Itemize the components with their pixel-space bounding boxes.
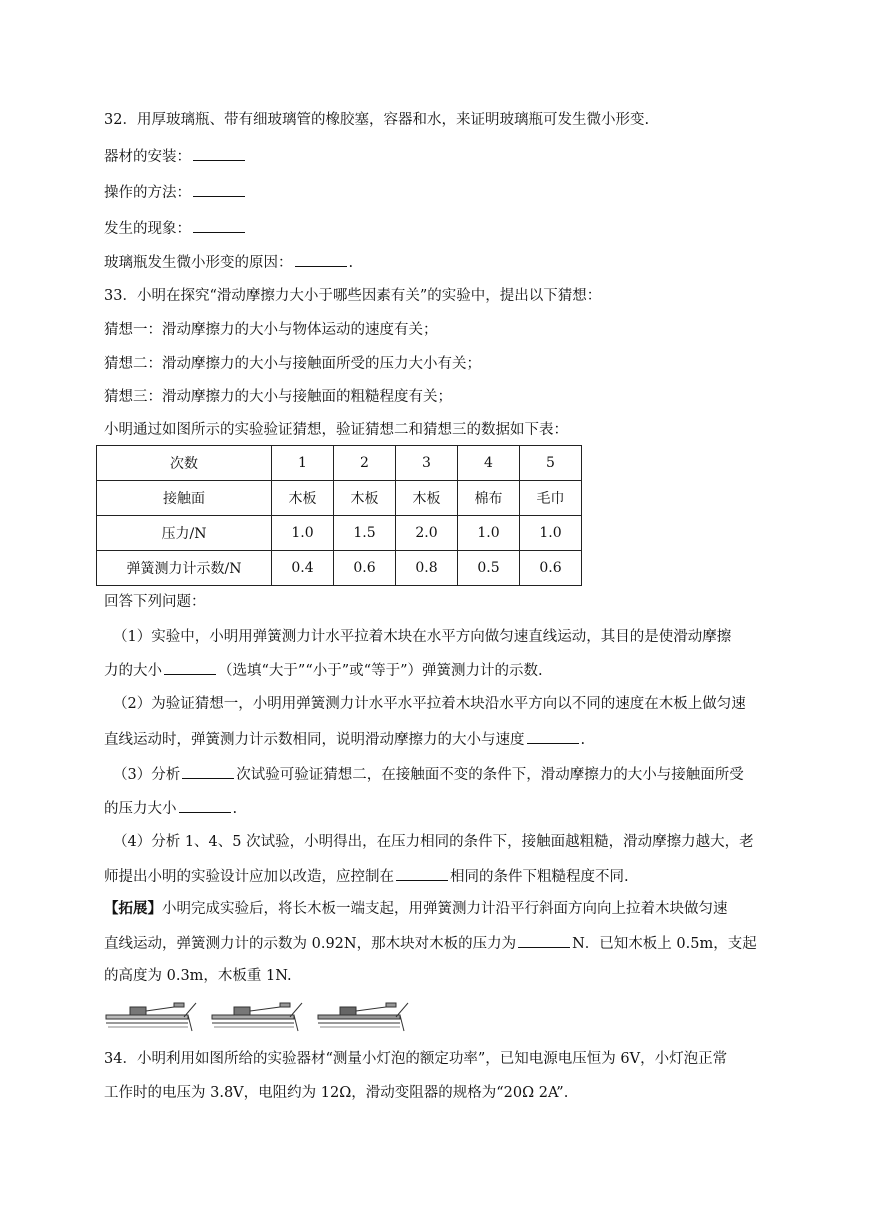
table-cell: 1	[272, 446, 334, 481]
answer-blank[interactable]	[527, 729, 579, 744]
table-cell: 5	[520, 446, 582, 481]
table-cell: 木板	[334, 481, 396, 516]
q33-table-intro: 小明通过如图所示的实验验证猜想，验证猜想二和猜想三的数据如下表：	[104, 422, 568, 438]
q33-answer-intro: 回答下列问题：	[104, 594, 206, 610]
experiment-figure-3	[318, 1003, 408, 1031]
q33-part2-line1: （2）为验证猜想一，小明用弹簧测力计水平水平拉着木块沿水平方向以不同的速度在木板上做匀速	[113, 696, 746, 712]
table-cell: 4	[458, 446, 520, 481]
table-cell: 1.0	[520, 516, 582, 551]
table-row	[97, 551, 582, 586]
table-cell: 1.0	[458, 516, 520, 551]
table-row	[97, 481, 582, 516]
q32-statement: 32．用厚玻璃瓶、带有细玻璃管的橡胶塞，容器和水，来证明玻璃瓶可发生微小形变.	[104, 112, 650, 128]
q33-guess-1: 猜想一：滑动摩擦力的大小与物体运动的速度有关；	[104, 322, 438, 338]
table-cell: 3	[396, 446, 458, 481]
row-label: 弹簧测力计示数/N	[97, 551, 272, 586]
q32-line-operation: 操作的方法：	[104, 182, 247, 203]
q33-guess-2: 猜想二：滑动摩擦力的大小与接触面所受的压力大小有关；	[104, 356, 481, 372]
table-cell: 2	[334, 446, 396, 481]
q33-part2-line2: 直线运动时，弹簧测力计示数相同，说明滑动摩擦力的大小与速度 .	[104, 729, 585, 750]
table-cell: 0.6	[334, 551, 396, 586]
answer-blank[interactable]	[193, 146, 245, 161]
answer-blank[interactable]	[179, 798, 231, 813]
row-label: 压力/N	[97, 516, 272, 551]
q33-part3-line2: 的压力大小 .	[104, 798, 237, 819]
table-cell: 1.5	[334, 516, 396, 551]
q34-line2: 工作时的电压为 3.8V，电阻约为 12Ω，滑动变阻器的规格为“20Ω 2A”.	[104, 1085, 569, 1101]
q33-extension-line3: 的高度为 0.3m，木板重 1N.	[104, 968, 292, 984]
q33-extension-line2: 直线运动，弹簧测力计的示数为 0.92N，那木块对木板的压力为 N．已知木板上 0.5m，支起	[104, 933, 757, 954]
q34-line1: 34．小明利用如图所给的实验器材“测量小灯泡的额定功率”，已知电源电压恒为 6V，小灯泡正常	[104, 1051, 728, 1067]
row-label: 接触面	[97, 481, 272, 516]
q33-part1-line1: （1）实验中，小明用弹簧测力计水平拉着木块在水平方向做匀速直线运动，其目的是使滑动摩擦	[113, 629, 732, 645]
q33-statement: 33．小明在探究“滑动摩擦力大小于哪些因素有关”的实验中，提出以下猜想：	[104, 288, 602, 304]
data-table	[96, 445, 582, 586]
answer-blank[interactable]	[164, 660, 216, 675]
experiment-figures	[104, 997, 424, 1033]
table-cell: 木板	[396, 481, 458, 516]
answer-blank[interactable]	[295, 252, 347, 267]
q33-part3-line1: （3）分析 次试验可验证猜想二，在接触面不变的条件下，滑动摩擦力的大小与接触面所受	[113, 764, 744, 785]
table-cell: 0.5	[458, 551, 520, 586]
table-cell: 木板	[272, 481, 334, 516]
q33-part1-line2: 力的大小 （选填“大于”“小于”或“等于”）弹簧测力计的示数.	[104, 660, 543, 681]
q33-extension-line1: 【拓展】小明完成实验后，将长木板一端支起，用弹簧测力计沿平行斜面方向向上拉着木块做匀速	[104, 900, 728, 917]
table-cell: 1.0	[272, 516, 334, 551]
extension-tag: 【拓展】	[104, 900, 162, 917]
answer-blank[interactable]	[182, 764, 234, 779]
table-cell: 0.4	[272, 551, 334, 586]
experiment-figure-1	[106, 1003, 196, 1031]
row-label: 次数	[97, 446, 272, 481]
table-cell: 2.0	[396, 516, 458, 551]
table-cell: 棉布	[458, 481, 520, 516]
answer-blank[interactable]	[193, 218, 245, 233]
q32-line-phenomenon: 发生的现象：	[104, 218, 247, 239]
table-cell: 0.6	[520, 551, 582, 586]
q32-line-setup: 器材的安装：	[104, 146, 247, 167]
q33-part4-line2: 师提出小明的实验设计应加以改造，应控制在 相同的条件下粗糙程度不同.	[104, 866, 629, 887]
answer-blank[interactable]	[396, 866, 448, 881]
answer-blank[interactable]	[518, 933, 570, 948]
table-cell: 毛巾	[520, 481, 582, 516]
table-cell: 0.8	[396, 551, 458, 586]
q33-part4-line1: （4）分析 1、4、5 次试验，小明得出，在压力相同的条件下，接触面越粗糙，滑动摩擦力越大，老	[113, 834, 754, 850]
table-row	[97, 446, 582, 481]
q32-line-reason: 玻璃瓶发生微小形变的原因： .	[104, 252, 353, 273]
table-row	[97, 516, 582, 551]
experiment-figure-2	[212, 1003, 302, 1031]
answer-blank[interactable]	[193, 182, 245, 197]
q33-guess-3: 猜想三：滑动摩擦力的大小与接触面的粗糙程度有关；	[104, 389, 452, 405]
